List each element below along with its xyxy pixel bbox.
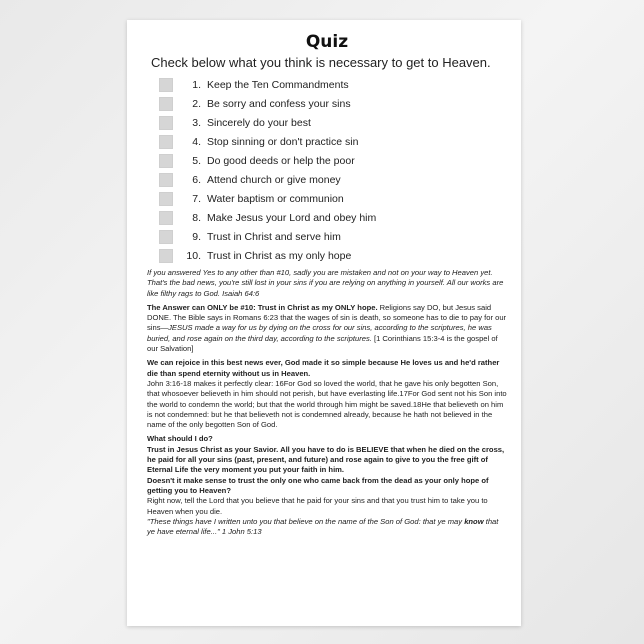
item-label: Trust in Christ as my only hope — [207, 249, 352, 262]
verse-quote — [147, 517, 498, 536]
checkbox[interactable] — [159, 135, 173, 149]
answer-reference: [1 Corinthians 15:3-4 is the gospel of our Salvation] — [147, 333, 498, 354]
answer-paragraph — [147, 303, 507, 354]
item-number: 4. — [192, 135, 201, 148]
verse-know: know — [464, 516, 484, 526]
item-number: 1. — [192, 78, 201, 91]
item-label: Keep the Ten Commandments — [207, 78, 349, 91]
quiz-sheet — [127, 20, 521, 626]
checklist-item-2[interactable] — [159, 94, 507, 113]
verse-part-b: that ye have eternal life..." 1 John 5:13 — [147, 516, 499, 537]
answer-text: Religions say DO, but Jesus said DONE. The Bible says in Romans 6:23 that the wages of sin is death, so someone has to die to pay for our sins— — [147, 302, 507, 333]
checklist-item-6[interactable] — [159, 170, 507, 189]
item-number: 9. — [192, 230, 201, 243]
checkbox[interactable] — [159, 173, 173, 187]
checklist-item-8[interactable] — [159, 208, 507, 227]
verse-part-a: "These things have I written unto you that believe on the name of the Son of God: that ye may — [147, 516, 465, 526]
checkbox[interactable] — [159, 97, 173, 111]
rejoice-heading: We can rejoice in this best news ever, God made it so simple because He loves us and he'd rather die than spend eternity without us in Heaven. — [147, 358, 500, 378]
quiz-title: Quiz — [305, 32, 349, 52]
answer-heading: The Answer can ONLY be #10: Trust in Christ as my ONLY hope. — [147, 302, 378, 312]
checklist-item-7[interactable] — [159, 189, 507, 208]
item-label: Make Jesus your Lord and obey him — [207, 211, 377, 224]
checkbox[interactable] — [159, 230, 173, 244]
quiz-instruction: Check below what you think is necessary to get to Heaven. — [151, 55, 491, 70]
checkbox[interactable] — [159, 192, 173, 206]
checklist-item-10[interactable] — [159, 246, 507, 265]
item-label: Be sorry and confess your sins — [207, 97, 351, 110]
item-label: Stop sinning or don't practice sin — [207, 135, 359, 148]
question-text: Doesn't it make sense to trust the only one who came back from the dead as your only hope of getting you to Heaven? — [147, 475, 489, 495]
item-number: 6. — [192, 173, 201, 186]
what-paragraph — [147, 434, 507, 537]
item-number: 2. — [192, 97, 201, 110]
checkbox[interactable] — [159, 78, 173, 92]
rejoice-paragraph — [147, 358, 507, 430]
checkbox[interactable] — [159, 154, 173, 168]
item-label: Attend church or give money — [207, 173, 341, 186]
answer-italic: JESUS made a way for us by dying on the cross for our sins, according to the scriptures, he was buried, and rose again on the third day, according to the scriptures. — [147, 323, 492, 343]
item-label: Trust in Christ and serve him — [207, 230, 341, 243]
prayer-text: Right now, tell the Lord that you believe that he paid for your sins and that you trust him to take you to Heaven when you die. — [147, 496, 488, 516]
item-label: Do good deeds or help the poor — [207, 154, 355, 167]
checklist-item-3[interactable] — [159, 113, 507, 132]
checklist-item-4[interactable] — [159, 132, 507, 151]
quiz-checklist — [159, 75, 507, 265]
checklist-item-1[interactable] — [159, 75, 507, 94]
checklist-item-9[interactable] — [159, 227, 507, 246]
checkbox[interactable] — [159, 116, 173, 130]
trust-text: Trust in Jesus Christ as your Savior. All you have to do is BELIEVE that when he died on the cross, he paid for all your sins (past, present, and future) and rose again to give to you the free gift of Eternal Life the very moment you put your faith in him. — [147, 444, 505, 475]
warning-paragraph — [147, 268, 507, 299]
checkbox[interactable] — [159, 249, 173, 263]
warning-text: If you answered Yes to any other than #10, sadly you are mistaken and not on your way to Heaven yet. That's the bad news, you're still lost in your sins if you are relying on anything in yourself. All our works are like filthy rags to God. Isaiah 64:6 — [147, 268, 504, 298]
checklist-item-5[interactable] — [159, 151, 507, 170]
item-number: 3. — [192, 116, 201, 129]
item-number: 7. — [192, 192, 201, 205]
checkbox[interactable] — [159, 211, 173, 225]
what-heading: What should I do? — [147, 434, 213, 444]
item-number: 8. — [192, 211, 201, 224]
item-number: 5. — [192, 154, 201, 167]
item-number: 10. — [186, 249, 201, 262]
item-label: Sincerely do your best — [207, 116, 311, 129]
item-label: Water baptism or communion — [207, 192, 344, 205]
rejoice-text: John 3:16-18 makes it perfectly clear: 16For God so loved the world, that he gave his only begotten Son, that whosoever believeth in him should not perish, but have everlasting life.17For God sent not his Son into the world to condemn the world; but that the world through him might be saved.18He that believeth on him is not condemned: but he that believeth not is condemned already, because he hath not believed in the name of the only begotten Son of God. — [147, 378, 507, 430]
